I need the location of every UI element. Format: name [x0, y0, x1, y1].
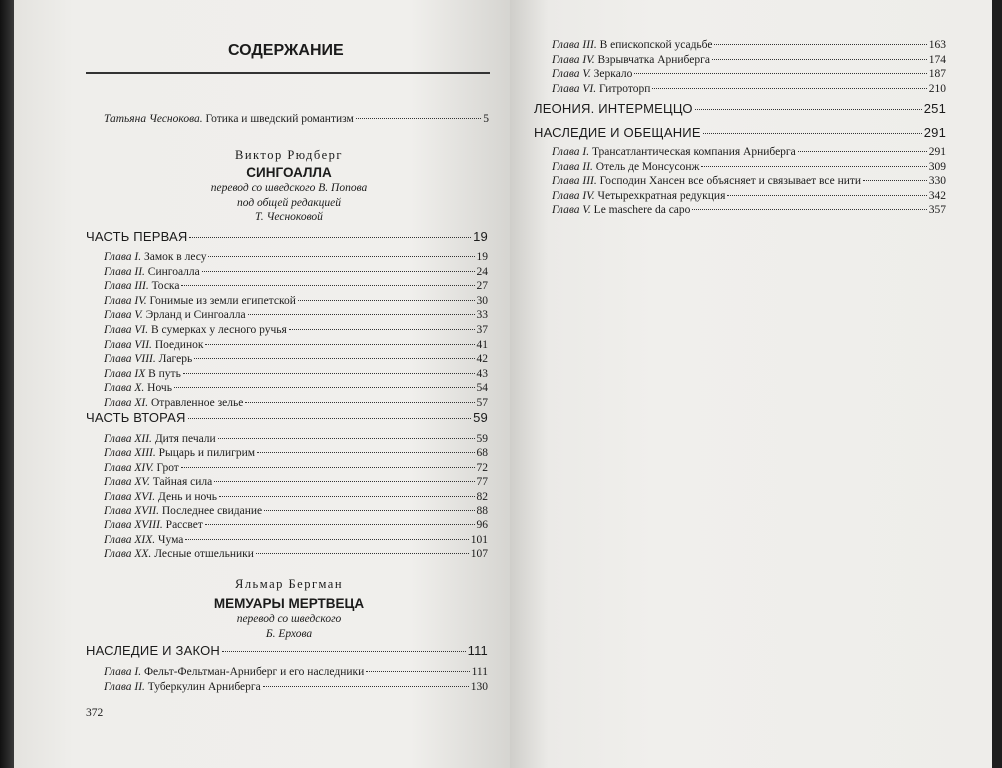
- left-page: [14, 0, 510, 768]
- toc-chapter-row[interactable]: [104, 265, 488, 279]
- leader-dots: [205, 344, 474, 345]
- part-page: 291: [923, 125, 946, 140]
- chapter-label: Глава IX: [104, 367, 146, 380]
- toc-chapter-row[interactable]: [104, 250, 488, 264]
- chapter-page: 24: [476, 265, 488, 278]
- leader-dots: [257, 452, 474, 453]
- chapter-page: 19: [476, 251, 488, 263]
- chapter-label: Глава IV.: [552, 53, 595, 66]
- chapter-title: Дитя печали: [154, 433, 216, 445]
- leader-dots: [181, 467, 475, 468]
- toc-chapter-row[interactable]: [552, 160, 946, 174]
- chapter-page: 357: [928, 204, 946, 216]
- leader-dots: [194, 358, 474, 359]
- chapter-title: Тайная сила: [152, 476, 213, 489]
- part-page: 251: [923, 101, 946, 116]
- chapter-page: 342: [928, 189, 946, 202]
- toc-chapter-row[interactable]: [104, 446, 488, 460]
- chapter-page: 174: [928, 53, 946, 66]
- leader-dots: [289, 329, 475, 330]
- chapter-title: Тоска: [151, 280, 180, 293]
- chapter-title: Le maschere da capo: [593, 204, 691, 216]
- leader-dots: [714, 44, 926, 45]
- chapter-label: Глава VIII.: [104, 353, 156, 366]
- toc-chapter-row[interactable]: [104, 367, 488, 381]
- leader-dots: [219, 496, 474, 497]
- chapter-title: Поединок: [154, 338, 204, 351]
- section2-title: МЕМУАРЫ МЕРТВЕЦА: [213, 596, 365, 611]
- leader-dots: [202, 271, 475, 272]
- chapter-label: Глава XIX.: [104, 533, 156, 546]
- leader-dots: [222, 651, 466, 652]
- part-page: 111: [467, 643, 488, 658]
- toc-chapter-row[interactable]: [104, 323, 488, 337]
- leader-dots: [798, 151, 927, 152]
- toc-chapter-row[interactable]: [552, 203, 946, 217]
- toc-chapter-row[interactable]: [104, 279, 488, 293]
- leader-dots: [712, 59, 927, 60]
- chapter-label: Глава X.: [104, 382, 145, 395]
- toc-chapter-row[interactable]: [104, 338, 488, 352]
- chapter-page: 77: [476, 476, 488, 489]
- part-title: ЧАСТЬ ПЕРВАЯ: [86, 229, 188, 244]
- chapter-page: 291: [928, 146, 946, 158]
- section2-author: Яльмар Бергман: [234, 577, 344, 591]
- toc-chapter-row[interactable]: [104, 475, 488, 489]
- toc-chapter-row[interactable]: [104, 533, 488, 547]
- chapter-page: 68: [476, 447, 488, 460]
- chapter-title: Замок в лесу: [143, 251, 207, 263]
- chapter-page: 33: [476, 309, 488, 322]
- section1-credit2: под общей редакцией: [237, 197, 341, 209]
- toc-chapter-row[interactable]: [552, 53, 946, 67]
- chapter-label: Глава VII.: [104, 338, 152, 351]
- chapter-title: Господин Хансен все объясняет и связывает все нити: [599, 175, 862, 187]
- chapter-label: Глава III.: [104, 280, 149, 293]
- leader-dots: [263, 686, 469, 687]
- chapter-title: Чума: [158, 533, 184, 546]
- chapter-label: Глава IV.: [104, 294, 147, 307]
- leader-dots: [214, 481, 474, 482]
- chapter-title: Отель де Монсусонж: [595, 160, 700, 173]
- section1-author: Виктор Рюдберг: [235, 148, 343, 162]
- part-page: 59: [473, 410, 488, 425]
- leader-dots: [181, 285, 474, 286]
- toc-chapter-row[interactable]: [104, 381, 488, 395]
- leader-dots: [634, 73, 926, 74]
- leader-dots: [256, 553, 469, 554]
- chapter-page: 187: [928, 68, 946, 80]
- chapter-label: Глава I.: [104, 666, 142, 678]
- toc-part-leonia[interactable]: [534, 102, 946, 116]
- chapter-page: 82: [476, 490, 488, 503]
- chapter-title: Взрывчатка Арниберга: [597, 53, 710, 66]
- chapter-label: Глава V.: [104, 309, 143, 322]
- leader-dots: [652, 88, 926, 89]
- chapter-label: Глава XIV.: [104, 461, 154, 474]
- toc-part-3[interactable]: [86, 644, 488, 658]
- chapter-page: 41: [476, 338, 488, 351]
- toc-chapter-row[interactable]: [104, 680, 488, 694]
- chapter-label: Глава II.: [552, 160, 593, 173]
- toc-chapter-row[interactable]: [552, 189, 946, 203]
- toc-chapter-row[interactable]: [104, 547, 488, 561]
- leader-dots: [727, 195, 926, 196]
- chapter-title: Эрланд и Сингоалла: [145, 309, 246, 322]
- toc-chapter-row[interactable]: [552, 174, 946, 188]
- chapter-page: 27: [476, 280, 488, 293]
- chapter-label: Глава VI.: [104, 324, 149, 336]
- chapter-label: Глава III.: [552, 175, 597, 187]
- leader-dots: [695, 109, 922, 110]
- section2-credit2: Б. Ерхова: [265, 628, 313, 640]
- chapter-label: Глава I.: [552, 146, 590, 158]
- section2-credit1: перевод со шведского: [236, 613, 342, 625]
- chapter-label: Глава V.: [552, 68, 591, 80]
- chapter-title: Рассвет: [165, 519, 203, 532]
- contents-heading: СОДЕРЖАНИЕ: [228, 42, 344, 59]
- toc-part-1[interactable]: [86, 230, 488, 244]
- toc-chapter-row[interactable]: [552, 38, 946, 52]
- leader-dots: [189, 237, 471, 238]
- chapter-page: 59: [476, 433, 488, 445]
- toc-chapter-row[interactable]: [104, 352, 488, 366]
- leader-dots: [248, 314, 475, 315]
- chapter-page: 330: [928, 175, 946, 187]
- leader-dots: [692, 209, 926, 210]
- right-page: [510, 0, 992, 768]
- chapter-label: Глава IV.: [552, 189, 595, 202]
- chapter-page: 88: [476, 505, 488, 517]
- toc-part-nasledie[interactable]: [534, 126, 946, 140]
- chapter-label: Глава XI.: [104, 397, 149, 409]
- chapter-title: Грот: [156, 461, 179, 474]
- toc-chapter-row[interactable]: [552, 67, 946, 81]
- toc-intro[interactable]: [104, 112, 489, 126]
- part-title: НАСЛЕДИЕ И ЗАКОН: [86, 643, 220, 658]
- chapter-page: 43: [476, 367, 488, 380]
- chapter-page: 57: [476, 397, 488, 409]
- chapter-title: Лагерь: [158, 353, 193, 366]
- chapter-title: Гитроторп: [598, 82, 651, 95]
- toc-chapter-row[interactable]: [104, 518, 488, 532]
- page-number: 372: [86, 707, 104, 719]
- chapter-label: Глава III.: [552, 39, 597, 51]
- chapter-title: В сумерках у лесного ручья: [150, 324, 287, 336]
- chapter-title: Лесные отшельники: [154, 548, 254, 561]
- intro-author: Татьяна Чеснокова.: [104, 113, 203, 125]
- chapter-label: Глава XV.: [104, 476, 150, 489]
- toc-chapter-row[interactable]: [104, 461, 488, 475]
- chapter-page: 309: [928, 160, 946, 173]
- part-page: 19: [473, 229, 488, 244]
- chapter-title: Гонимые из земли египетской: [149, 294, 296, 307]
- leader-dots: [208, 256, 474, 257]
- leader-dots: [366, 671, 469, 672]
- section1-title: СИНГОАЛЛА: [246, 165, 332, 180]
- chapter-title: Сингоалла: [147, 265, 200, 278]
- toc-part-2[interactable]: [86, 411, 488, 425]
- intro-title: Готика и шведский романтизм: [205, 113, 354, 125]
- book-edge-right: [992, 0, 1002, 768]
- chapter-page: 37: [476, 324, 488, 336]
- part-title: ЧАСТЬ ВТОРАЯ: [86, 410, 186, 425]
- chapter-page: 96: [476, 519, 488, 532]
- chapter-label: Глава VI.: [552, 82, 597, 95]
- toc-chapter-row[interactable]: [104, 432, 488, 446]
- leader-dots: [356, 118, 481, 119]
- chapter-title: Туберкулин Арниберга: [147, 680, 261, 693]
- leader-dots: [205, 524, 475, 525]
- chapter-label: Глава XVIII.: [104, 519, 163, 532]
- chapter-label: Глава II.: [104, 680, 145, 693]
- leader-dots: [188, 418, 472, 419]
- chapter-page: 111: [471, 666, 488, 678]
- chapter-title: Рыцарь и пилигрим: [158, 447, 256, 460]
- book-edge-left: [0, 0, 14, 768]
- chapter-label: Глава XVI.: [104, 490, 156, 503]
- chapter-label: Глава XVII.: [104, 505, 159, 517]
- chapter-page: 210: [928, 82, 946, 95]
- chapter-page: 54: [476, 382, 488, 395]
- chapter-page: 30: [476, 294, 488, 307]
- part-title: НАСЛЕДИЕ И ОБЕЩАНИЕ: [534, 125, 701, 140]
- leader-dots: [218, 438, 475, 439]
- leader-dots: [185, 539, 468, 540]
- chapter-page: 101: [470, 533, 488, 546]
- toc-chapter-row[interactable]: [104, 504, 488, 518]
- section1-credit1: перевод со шведского В. Попова: [210, 182, 368, 194]
- leader-dots: [245, 402, 474, 403]
- chapter-page: 107: [470, 548, 488, 561]
- leader-dots: [863, 180, 927, 181]
- chapter-title: День и ночь: [158, 490, 218, 503]
- heading-rule: [86, 72, 490, 74]
- chapter-label: Глава XIII.: [104, 447, 156, 460]
- section1-credit3: Т. Чесноковой: [255, 211, 323, 223]
- toc-chapter-row[interactable]: [104, 396, 488, 410]
- chapter-label: Глава V.: [552, 204, 591, 216]
- chapter-title: Трансатлантическая компания Арниберга: [591, 146, 796, 158]
- chapter-title: Фельт-Фельтман-Арниберг и его наследники: [143, 666, 365, 678]
- part-title: ЛЕОНИЯ. ИНТЕРМЕЦЦО: [534, 101, 693, 116]
- toc-chapter-row[interactable]: [552, 82, 946, 96]
- chapter-title: Зеркало: [593, 68, 633, 80]
- chapter-label: Глава XX.: [104, 548, 152, 561]
- chapter-page: 163: [928, 39, 946, 51]
- chapter-page: 72: [476, 461, 488, 474]
- leader-dots: [701, 166, 926, 167]
- chapter-label: Глава II.: [104, 265, 145, 278]
- toc-chapter-row[interactable]: [104, 665, 488, 679]
- toc-chapter-row[interactable]: [104, 294, 488, 308]
- chapter-title: В епископской усадьбе: [599, 39, 713, 51]
- toc-chapter-row[interactable]: [104, 308, 488, 322]
- leader-dots: [298, 300, 475, 301]
- leader-dots: [703, 133, 922, 134]
- chapter-page: 130: [470, 680, 488, 693]
- chapter-title: В путь: [148, 367, 181, 380]
- chapter-label: Глава XII.: [104, 433, 152, 445]
- chapter-page: 42: [476, 353, 488, 366]
- leader-dots: [264, 510, 474, 511]
- chapter-title: Ночь: [147, 382, 172, 395]
- leader-dots: [174, 387, 475, 388]
- intro-page: 5: [483, 113, 489, 125]
- chapter-title: Отравленное зелье: [150, 397, 244, 409]
- toc-chapter-row[interactable]: [104, 490, 488, 504]
- chapter-title: Четырехкратная редукция: [597, 189, 726, 202]
- leader-dots: [183, 373, 475, 374]
- chapter-label: Глава I.: [104, 251, 142, 263]
- toc-chapter-row[interactable]: [552, 145, 946, 159]
- chapter-title: Последнее свидание: [161, 505, 263, 517]
